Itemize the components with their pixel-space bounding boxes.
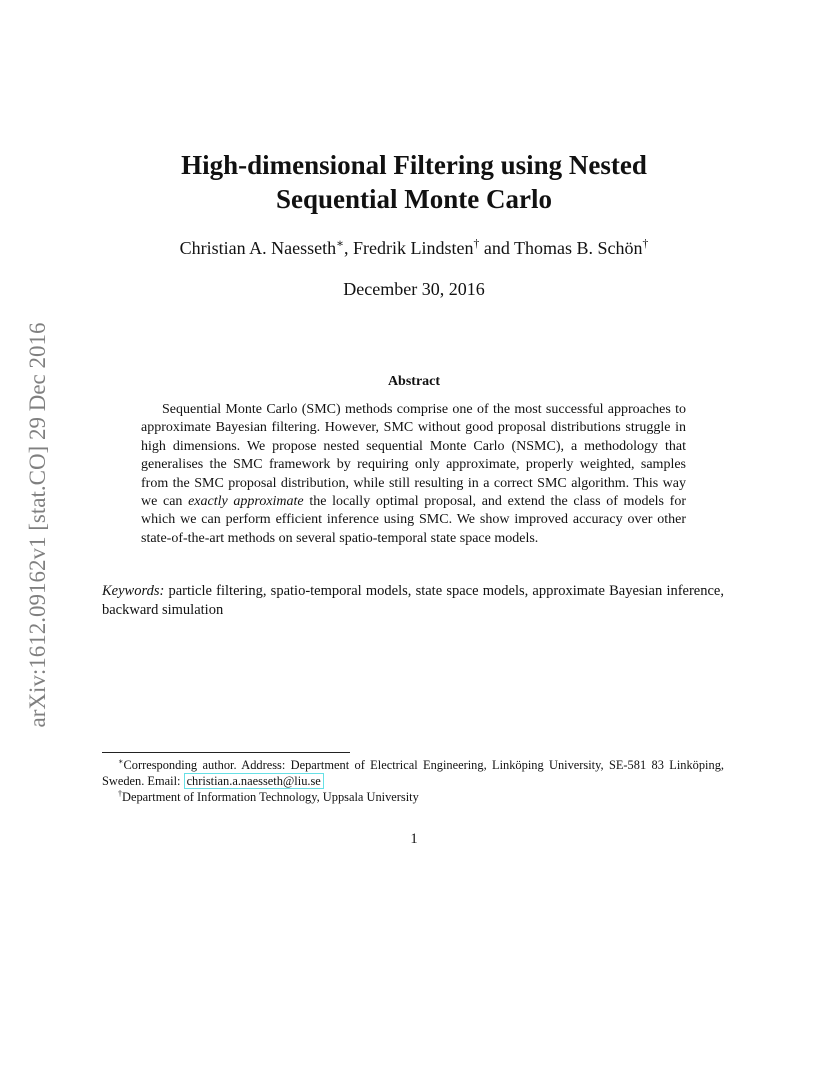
author-affiliation-mark: ∗ [336, 237, 345, 250]
arxiv-identifier-stamp: arXiv:1612.09162v1 [stat.CO] 29 Dec 2016 [25, 322, 50, 728]
abstract-heading: Abstract [387, 374, 441, 389]
abstract-text [141, 401, 686, 548]
footnote-mark: ∗ [118, 756, 124, 766]
author-separator: and [479, 238, 515, 258]
keywords-text: particle filtering, spatio-temporal models, state space models, approximate Bayesian inference, backward simulation [102, 583, 724, 618]
author-separator: , [344, 238, 354, 258]
page-number: 1 [410, 831, 418, 847]
author-affiliation-mark: † [642, 237, 649, 250]
footnote-affiliation [102, 789, 724, 805]
title-line-2: Sequential Monte Carlo [276, 184, 552, 214]
paper-title [0, 148, 828, 216]
author-name: Fredrik Lindsten [353, 238, 474, 258]
author-affiliation-mark: † [473, 237, 480, 250]
author-name: Christian A. Naesseth [179, 238, 337, 258]
email-link[interactable]: christian.a.naesseth@liu.se [184, 773, 324, 789]
footnote-text: Corresponding author. Address: Department of Electrical Engineering, Linköping University, SE-581 83 Linköping, Sweden. Email: [102, 758, 724, 788]
footnote-mark: † [118, 788, 123, 798]
keywords [102, 582, 724, 620]
keywords-label: Keywords: [102, 583, 165, 599]
author-name: Thomas B. Schön [514, 238, 643, 258]
footnote-corresponding-author [102, 757, 724, 789]
title-line-1: High-dimensional Filtering using Nested [181, 150, 647, 180]
footnotes [102, 757, 724, 805]
footnote-text: Department of Information Technology, Uppsala University [122, 790, 419, 804]
author-list [0, 236, 828, 260]
paper-date: December 30, 2016 [343, 279, 485, 299]
footnote-divider [102, 752, 350, 753]
abstract-text-part: Sequential Monte Carlo (SMC) methods comprise one of the most successful approaches to approximate Bayesian filtering. However, SMC without good proposal distributions struggle in high dimensions. We propose nested sequential Monte Carlo (NSMC), a methodology that generalises the SMC framework by requiring only approximate, properly weighted, samples from the SMC proposal distribution, while still resulting in a correct SMC algorithm. This way we can [141, 402, 686, 510]
abstract-text-part: the locally optimal proposal, and extend the class of models for which we can perform efficient inference using SMC. We show improved accuracy over other state-of-the-art methods on several spatio-temporal state space models. [141, 494, 686, 546]
abstract-emphasis: exactly approximate [188, 494, 304, 510]
